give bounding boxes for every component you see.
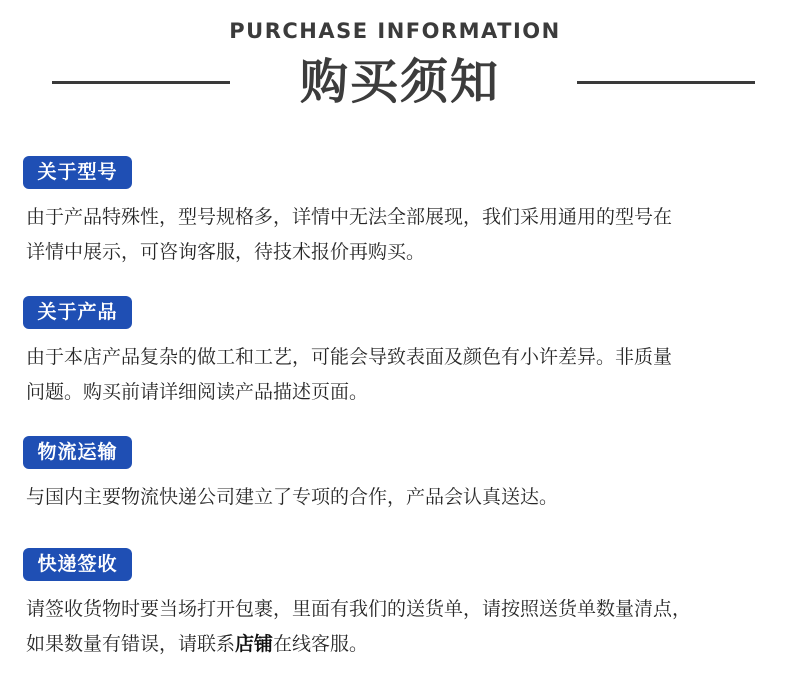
english-title: PURCHASE INFORMATION bbox=[229, 19, 561, 43]
title-divider-left bbox=[52, 81, 230, 84]
text-segment: 如果数量有错误，请联系 bbox=[26, 633, 236, 655]
section-tag-delivery-receipt: 快递签收 bbox=[23, 548, 132, 581]
chinese-title: 购买须知 bbox=[299, 54, 500, 110]
section-text-about-model bbox=[26, 200, 766, 270]
text-line: 问题。购买前请详细阅读产品描述页面。 bbox=[26, 381, 369, 403]
text-line: 与国内主要物流快递公司建立了专项的合作，产品会认真送达。 bbox=[26, 486, 559, 508]
section-tag-about-product: 关于产品 bbox=[23, 296, 132, 329]
section-text-delivery-receipt bbox=[26, 592, 766, 662]
text-segment: 在线客服。 bbox=[273, 633, 369, 655]
section-text-about-product bbox=[26, 340, 766, 410]
text-line bbox=[26, 627, 766, 662]
text-line: 请签收货物时要当场打开包裹，里面有我们的送货单，请按照送货单数量清点， bbox=[26, 598, 692, 620]
store-emphasis: 店铺 bbox=[235, 633, 274, 655]
title-divider-right bbox=[577, 81, 755, 84]
section-tag-logistics: 物流运输 bbox=[23, 436, 132, 469]
text-line: 详情中展示，可咨询客服，待技术报价再购买。 bbox=[26, 241, 426, 263]
text-line: 由于本店产品复杂的做工和工艺，可能会导致表面及颜色有小许差异。非质量 bbox=[26, 346, 673, 368]
chinese-title-row bbox=[0, 52, 790, 112]
section-text-logistics bbox=[26, 480, 766, 515]
section-tag-about-model: 关于型号 bbox=[23, 156, 132, 189]
text-line: 由于产品特殊性，型号规格多，详情中无法全部展现，我们采用通用的型号在 bbox=[26, 206, 673, 228]
